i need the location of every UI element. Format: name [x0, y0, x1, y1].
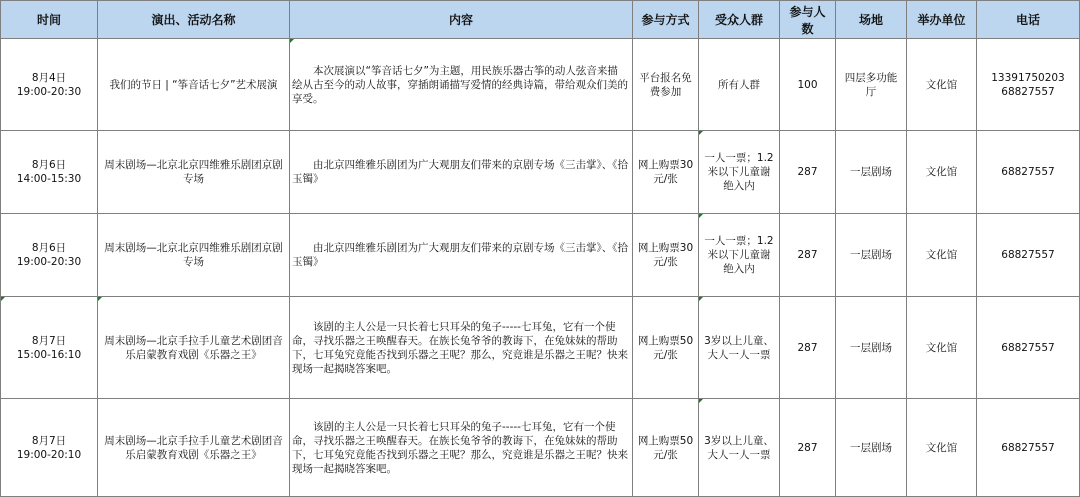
count-cell[interactable]: 287 — [780, 399, 836, 497]
method-cell[interactable]: 网上购票30元/张 — [633, 131, 699, 214]
organizer-cell[interactable]: 文化馆 — [907, 297, 977, 399]
table-row — [1, 39, 1080, 131]
time-cell[interactable] — [1, 214, 98, 297]
time-range-text: 19:00-20:30 — [16, 85, 82, 98]
header-content[interactable]: 内容 — [290, 1, 633, 39]
method-cell[interactable]: 平台报名免费参加 — [633, 39, 699, 131]
table-row — [1, 399, 1080, 497]
table-row — [1, 214, 1080, 297]
phone-cell[interactable] — [977, 39, 1080, 131]
header-method[interactable]: 参与方式 — [633, 1, 699, 39]
phone-cell[interactable]: 68827557 — [977, 399, 1080, 497]
time-range-text: 15:00-16:10 — [16, 348, 82, 361]
venue-cell[interactable]: 一层剧场 — [836, 399, 907, 497]
venue-cell[interactable]: 一层剧场 — [836, 214, 907, 297]
method-cell[interactable]: 网上购票50元/张 — [633, 399, 699, 497]
time-cell[interactable] — [1, 297, 98, 399]
header-venue[interactable]: 场地 — [836, 1, 907, 39]
count-cell[interactable]: 287 — [780, 297, 836, 399]
content-cell[interactable]: 该剧的主人公是一只长着七只耳朵的兔子-----七耳兔，它有一个使命，寻找乐器之王唤醒春天。在族长兔爷爷的教诲下，在兔妹妹的帮助下，七耳兔究竟能否找到乐器之王呢？那么，究竟谁是乐器之王呢？快来现场一起揭晓答案吧。 — [290, 399, 633, 497]
header-time[interactable]: 时间 — [1, 1, 98, 39]
audience-cell[interactable]: 一人一票；1.2米以下儿童谢绝入内 — [699, 131, 780, 214]
table-row — [1, 131, 1080, 214]
content-cell[interactable]: 本次展演以“筝音话七夕”为主题，用民族乐器古筝的动人弦音来描绘从古至今的动人故事，穿插朗诵描写爱情的经典诗篇，带给观众们美的享受。 — [290, 39, 633, 131]
organizer-cell[interactable]: 文化馆 — [907, 131, 977, 214]
time-range-text: 14:00-15:30 — [16, 173, 82, 185]
header-audience[interactable]: 受众人群 — [699, 1, 780, 39]
phone-cell[interactable]: 68827557 — [977, 297, 1080, 399]
venue-cell[interactable]: 一层剧场 — [836, 297, 907, 399]
time-range-text: 19:00-20:30 — [16, 256, 82, 268]
header-organizer[interactable]: 举办单位 — [907, 1, 977, 39]
venue-cell[interactable]: 四层多功能厅 — [836, 39, 907, 131]
content-cell[interactable]: 由北京四维雅乐剧团为广大观朋友们带来的京剧专场《三击掌》、《拾玉镯》 — [290, 131, 633, 214]
date-text: 8月7日 — [31, 334, 67, 347]
event-name-cell[interactable]: 周末剧场—北京北京四维雅乐剧团京剧专场 — [98, 131, 290, 214]
venue-cell[interactable]: 一层剧场 — [836, 131, 907, 214]
content-cell[interactable]: 该剧的主人公是一只长着七只耳朵的兔子-----七耳兔，它有一个使命，寻找乐器之王唤醒春天。在族长兔爷爷的教诲下，在兔妹妹的帮助下，七耳兔究竟能否找到乐器之王呢？那么，究竟谁是乐器之王呢？快来现场一起揭晓答案吧。 — [290, 297, 633, 399]
count-cell[interactable]: 100 — [780, 39, 836, 131]
time-cell[interactable] — [1, 399, 98, 497]
organizer-cell[interactable]: 文化馆 — [907, 39, 977, 131]
time-cell[interactable] — [1, 131, 98, 214]
audience-cell[interactable]: 3岁以上儿童、大人一人一票 — [699, 399, 780, 497]
phone-cell[interactable]: 68827557 — [977, 131, 1080, 214]
time-cell[interactable] — [1, 39, 98, 131]
date-text: 8月4日 — [31, 71, 67, 84]
audience-cell[interactable]: 一人一票；1.2米以下儿童谢绝入内 — [699, 214, 780, 297]
phone-cell[interactable]: 68827557 — [977, 214, 1080, 297]
organizer-cell[interactable]: 文化馆 — [907, 214, 977, 297]
count-cell[interactable]: 287 — [780, 131, 836, 214]
audience-cell[interactable]: 所有人群 — [699, 39, 780, 131]
time-range-text: 19:00-20:10 — [16, 448, 82, 461]
header-row — [1, 1, 1080, 39]
event-name-cell[interactable]: 我们的节日 | “筝音话七夕”艺术展演 — [98, 39, 290, 131]
date-text: 8月6日 — [31, 242, 67, 254]
method-cell[interactable]: 网上购票50元/张 — [633, 297, 699, 399]
method-cell[interactable]: 网上购票30元/张 — [633, 214, 699, 297]
header-event-name[interactable]: 演出、活动名称 — [98, 1, 290, 39]
date-text: 8月6日 — [31, 159, 67, 171]
event-name-cell[interactable]: 周末剧场—北京手拉手儿童艺术剧团音乐启蒙教育戏剧《乐器之王》 — [98, 297, 290, 399]
header-count[interactable]: 参与人数 — [780, 1, 836, 39]
event-name-cell[interactable]: 周末剧场—北京手拉手儿童艺术剧团音乐启蒙教育戏剧《乐器之王》 — [98, 399, 290, 497]
event-name-cell[interactable]: 周末剧场—北京北京四维雅乐剧团京剧专场 — [98, 214, 290, 297]
count-cell[interactable]: 287 — [780, 214, 836, 297]
organizer-cell[interactable]: 文化馆 — [907, 399, 977, 497]
header-phone[interactable]: 电话 — [977, 1, 1080, 39]
audience-cell[interactable]: 3岁以上儿童、大人一人一票 — [699, 297, 780, 399]
phone-primary: 13391750203 — [991, 71, 1065, 84]
date-text: 8月7日 — [31, 434, 67, 447]
table-row — [1, 297, 1080, 399]
content-cell[interactable]: 由北京四维雅乐剧团为广大观朋友们带来的京剧专场《三击掌》、《拾玉镯》 — [290, 214, 633, 297]
phone-secondary: 68827557 — [1001, 85, 1055, 98]
